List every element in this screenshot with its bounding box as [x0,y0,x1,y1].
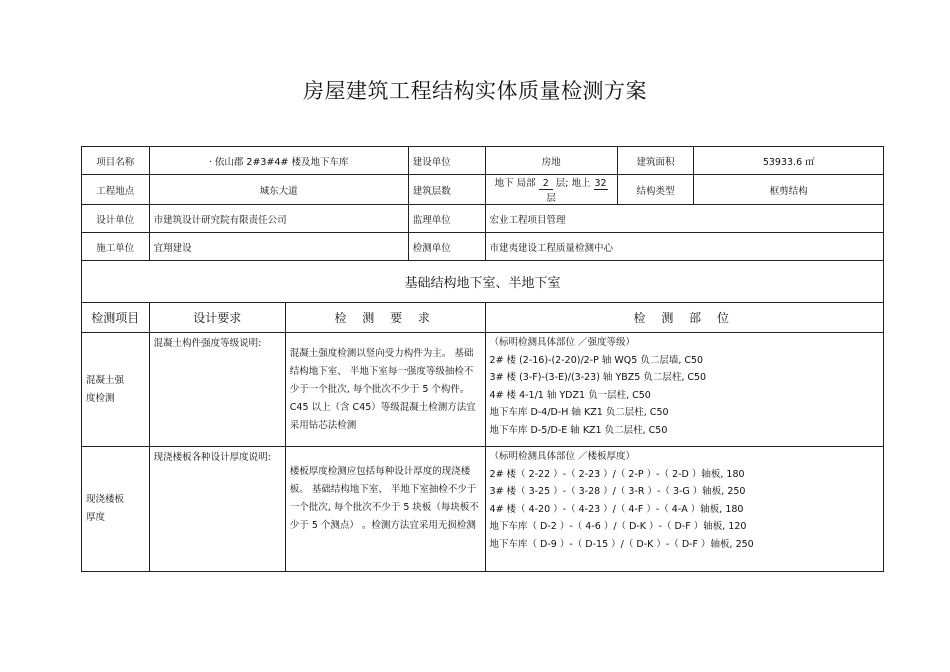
design-slab: 现浇楼板各种设计厚度说明: [149,447,285,572]
project-name-value: · 依山郡 2#3#4# 楼及地下车库 [149,147,408,175]
test-unit-value: 市建夷建设工程质量检测中心 [485,233,883,261]
item-concrete-line1: 混凝土强 [86,374,125,386]
location-line: 地下车库（ D-9 ）-（ D-15 ）/（ D-K ）-（ D-F ）轴板, 250 [489,538,754,550]
location-line: 4# 楼 4-1/1 轴 YDZ1 负一层柱, C50 [489,389,651,401]
header-row [82,303,884,333]
test-unit-label: 检测单位 [408,233,485,261]
header-requirement: 检 测 要 求 [285,303,485,333]
construct-unit-label: 施工单位 [82,233,150,261]
location-line: 4# 楼（ 4-20 ）-（ 4-23 ）/（ 4-F ）-（ 4-A ）轴板, 180 [489,503,744,515]
site-value: 城东大道 [149,175,408,205]
item-slab-line1: 现浇楼板 [86,494,125,505]
locations-concrete [485,333,883,447]
section-title: 基础结构地下室、半地下室 [82,261,884,303]
area-value: 53933.6 ㎡ [694,147,884,175]
inspection-plan-table [81,146,884,572]
project-name-label: 项目名称 [82,147,150,175]
info-row-construct [82,233,884,261]
location-line: 3# 楼 (3-F)-(3-E)/(3-23) 轴 YBZ5 负二层柱, C50 [489,372,707,384]
site-label: 工程地点 [82,175,150,205]
item-slab [82,447,150,572]
page-title: 房屋建筑工程结构实体质量检测方案 [303,79,647,103]
build-unit-value: 房地 [485,147,617,175]
supervise-unit-label: 监理单位 [408,205,485,233]
table-row-concrete [82,333,884,447]
header-location: 检 测 部 位 [485,303,883,333]
floors-above: 32 [594,178,607,189]
header-design: 设计要求 [149,303,285,333]
design-unit-label: 设计单位 [82,205,150,233]
info-row-design [82,205,884,233]
header-item: 检测项目 [82,303,150,333]
structure-value: 框剪结构 [694,175,884,205]
location-line: 地下车库 D-5/D-E 轴 KZ1 负二层柱, C50 [489,424,668,436]
location-line: （标明检测具体部位 ／强度等级） [489,337,636,348]
floors-prefix: 地下 局部 [494,178,536,189]
item-concrete-line2: 度检测 [86,392,115,404]
table-row-slab [82,447,884,572]
locations-slab [485,447,883,572]
supervise-unit-value: 宏业工程项目管理 [485,205,883,233]
build-unit-label: 建设单位 [408,147,485,175]
design-unit-value: 市建筑设计研究院有限责任公司 [149,205,408,233]
location-line: 2# 楼 (2-16)-(2-20)/2-P 轴 WQ5 负二层墙, C50 [489,354,704,366]
location-line: 地下车库（ D-2 ）-（ 4-6 ）/（ D-K ）-（ D-F ）轴板, 120 [489,521,747,533]
design-concrete: 混凝土构件强度等级说明: [149,333,285,447]
info-row-site [82,175,884,205]
requirement-concrete: 混凝土强度检测以竖向受力构件为主。 基础结构地下室、 半地下室每一强度等级抽检不少于一个批次, 每个批次不少于 5 个构件。 C45 以上（含 C45）等级混凝土检测方法宜采用钻芯法检测 [285,333,485,447]
floors-value [485,175,617,205]
structure-label: 结构类型 [617,175,694,205]
floors-label: 建筑层数 [408,175,485,205]
item-slab-line2: 厚度 [86,512,106,523]
item-concrete [82,333,150,447]
requirement-slab: 楼板厚度检测应包括每种设计厚度的现浇楼板。 基础结构地下室、 半地下室抽检不少于一个批次, 每个批次不少于 5 块板（每块板不少于 5 个测点） 。检测方法宜采用无损检测 [285,447,485,572]
section-row [82,261,884,303]
floors-mid: 层; 地上 [555,178,591,189]
info-row-project [82,147,884,175]
area-label: 建筑面积 [617,147,694,175]
location-line: （标明检测具体部位 ／楼板厚度） [489,451,636,462]
location-line: 地下车库 D-4/D-H 轴 KZ1 负二层柱, C50 [489,407,669,419]
floors-under: 2 [539,178,553,190]
floors-suffix: 层 [546,193,556,204]
location-line: 3# 楼（ 3-25 ）-（ 3-28 ）/（ 3-R ）-（ 3-G ）轴板, 250 [489,486,746,498]
location-line: 2# 楼（ 2-22 ）-（ 2-23 ）/（ 2-P ）-（ 2-D ）轴板, 180 [489,468,745,480]
construct-unit-value: 宜翔建设 [149,233,408,261]
